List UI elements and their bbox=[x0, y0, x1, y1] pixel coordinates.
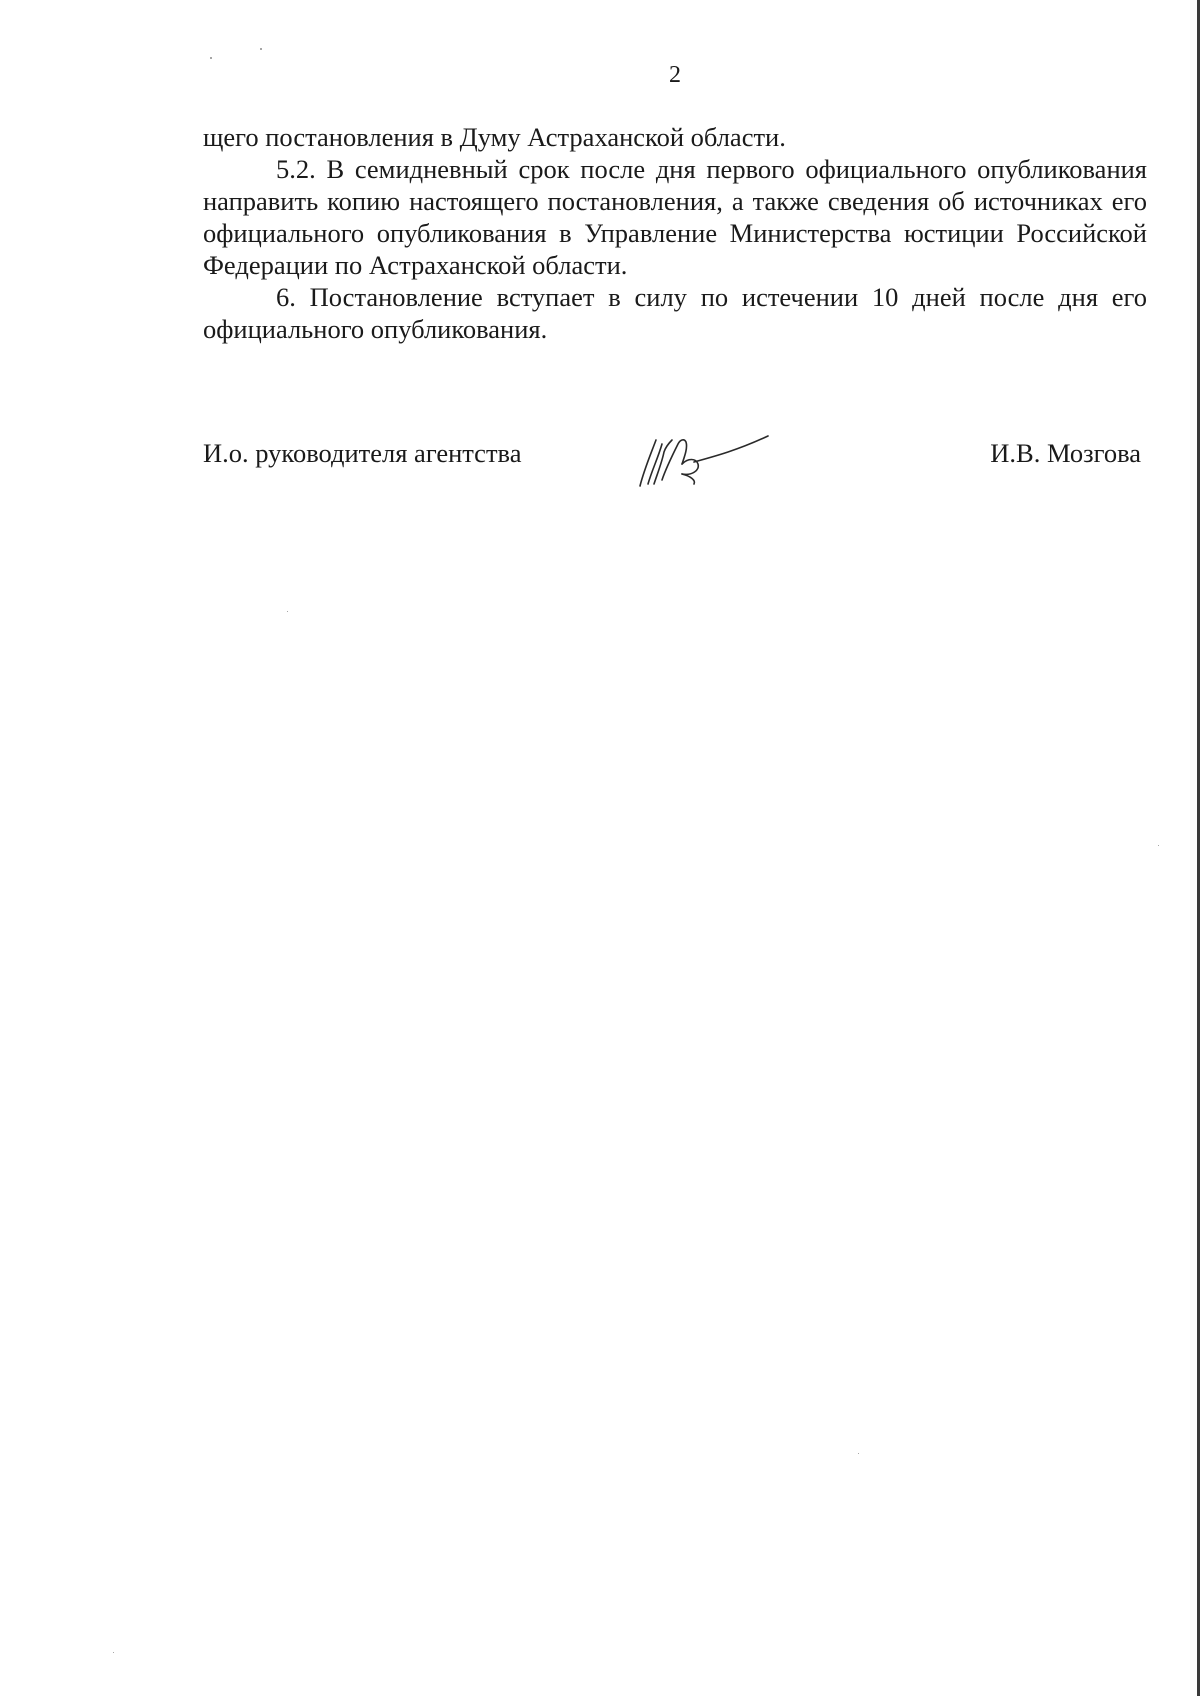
scan-speck bbox=[1158, 845, 1159, 846]
signatory-position: И.о. руководителя агентства bbox=[203, 438, 522, 468]
document-body bbox=[203, 121, 1147, 345]
page-number: 2 bbox=[669, 62, 681, 88]
scan-speck bbox=[858, 1453, 859, 1454]
paragraph-continuation: щего постановления в Думу Астраханской области. bbox=[203, 122, 786, 152]
paragraph-6: 6. Постановление вступает в силу по истечении 10 дней после дня его официального опубликования. bbox=[203, 282, 1147, 344]
scan-speck bbox=[287, 611, 288, 612]
handwritten-signature bbox=[628, 418, 778, 498]
scan-speck bbox=[210, 57, 212, 59]
signatory-name: И.В. Мозгова bbox=[990, 438, 1141, 468]
scan-speck bbox=[113, 1652, 114, 1653]
signature-block bbox=[203, 438, 1141, 498]
scan-speck bbox=[260, 48, 262, 50]
paragraph-5-2: 5.2. В семидневный срок после дня первого официального опубликования направить копию настоящего постановления, а также сведения об источниках его официального опубликования в Управление Министерства юстиции Российской Федерации по Астраханской области. bbox=[203, 154, 1147, 280]
